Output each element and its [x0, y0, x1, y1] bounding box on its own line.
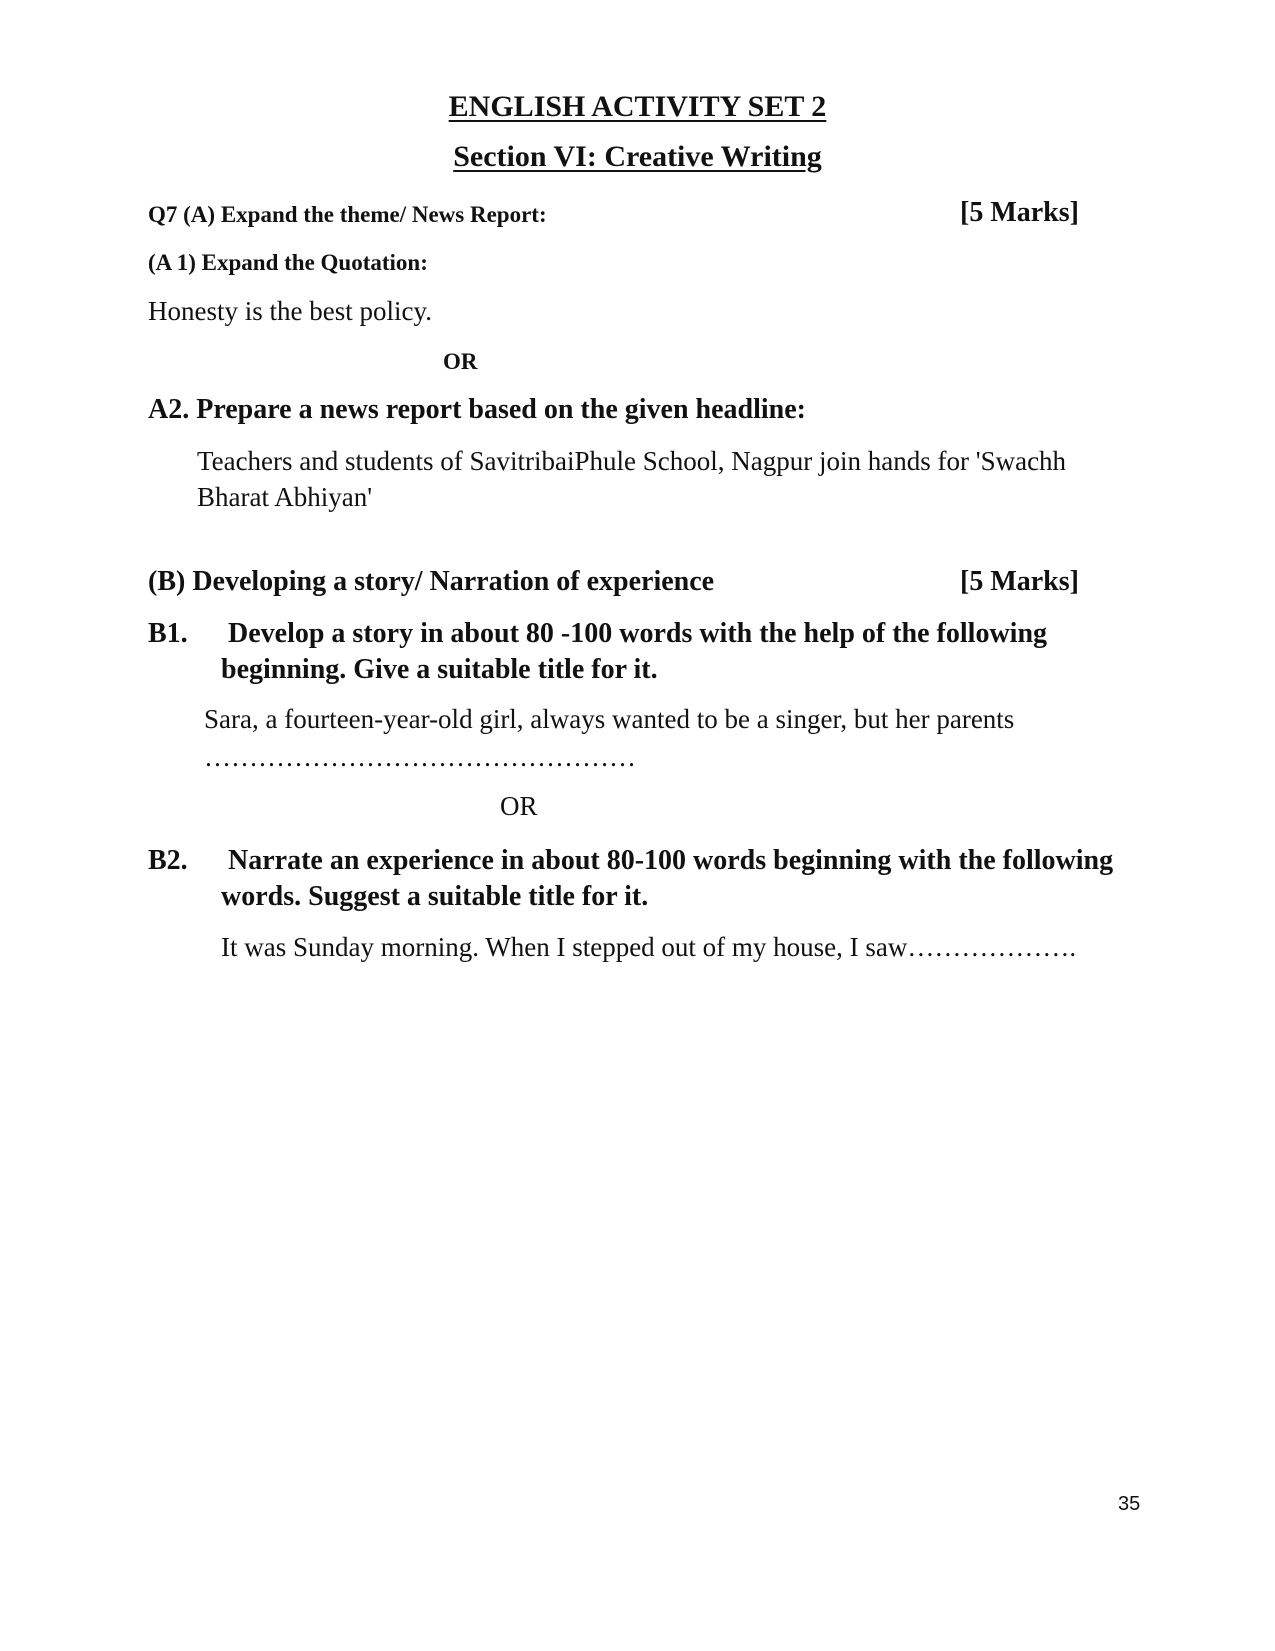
q7b-heading: (B) Developing a story/ Narration of experience — [148, 566, 715, 597]
q7a-marks: [5 Marks] — [960, 197, 1079, 228]
a1-heading: (A 1) Expand the Quotation: — [148, 250, 428, 275]
or-separator-a: OR — [443, 349, 478, 374]
b2-instruction-line1: Narrate an experience in about 80-100 words beginning with the following — [228, 845, 1114, 876]
a2-heading: A2. Prepare a news report based on the given headline: — [148, 394, 806, 425]
b2-prompt: It was Sunday morning. When I stepped out of my house, I saw………………. — [221, 932, 1077, 962]
or-separator-b: OR — [500, 791, 538, 821]
b1-instruction-line2: beginning. Give a suitable title for it. — [221, 654, 658, 685]
b1-instruction-line1: Develop a story in about 80 -100 words with the help of the following — [228, 618, 1048, 649]
b1-prompt-line1: Sara, a fourteen-year-old girl, always wanted to be a singer, but her parents — [204, 704, 1015, 734]
page-number: 35 — [1118, 1493, 1141, 1515]
b1-prompt-line2: ………………………………………… — [204, 742, 636, 772]
b2-instruction-line2: words. Suggest a suitable title for it. — [221, 881, 649, 912]
section-title: Section VI: Creative Writing — [453, 140, 822, 173]
b1-label: B1. — [148, 618, 188, 649]
q7a-heading: Q7 (A) Expand the theme/ News Report: — [148, 202, 547, 227]
a1-quotation: Honesty is the best policy. — [148, 296, 432, 326]
q7b-marks: [5 Marks] — [960, 566, 1079, 597]
page-title: ENGLISH ACTIVITY SET 2 — [448, 90, 827, 123]
a2-headline-line1: Teachers and students of SavitribaiPhule School, Nagpur join hands for 'Swachh — [197, 446, 1067, 476]
b2-label: B2. — [148, 845, 188, 876]
a2-headline-line2: Bharat Abhiyan' — [197, 482, 373, 512]
